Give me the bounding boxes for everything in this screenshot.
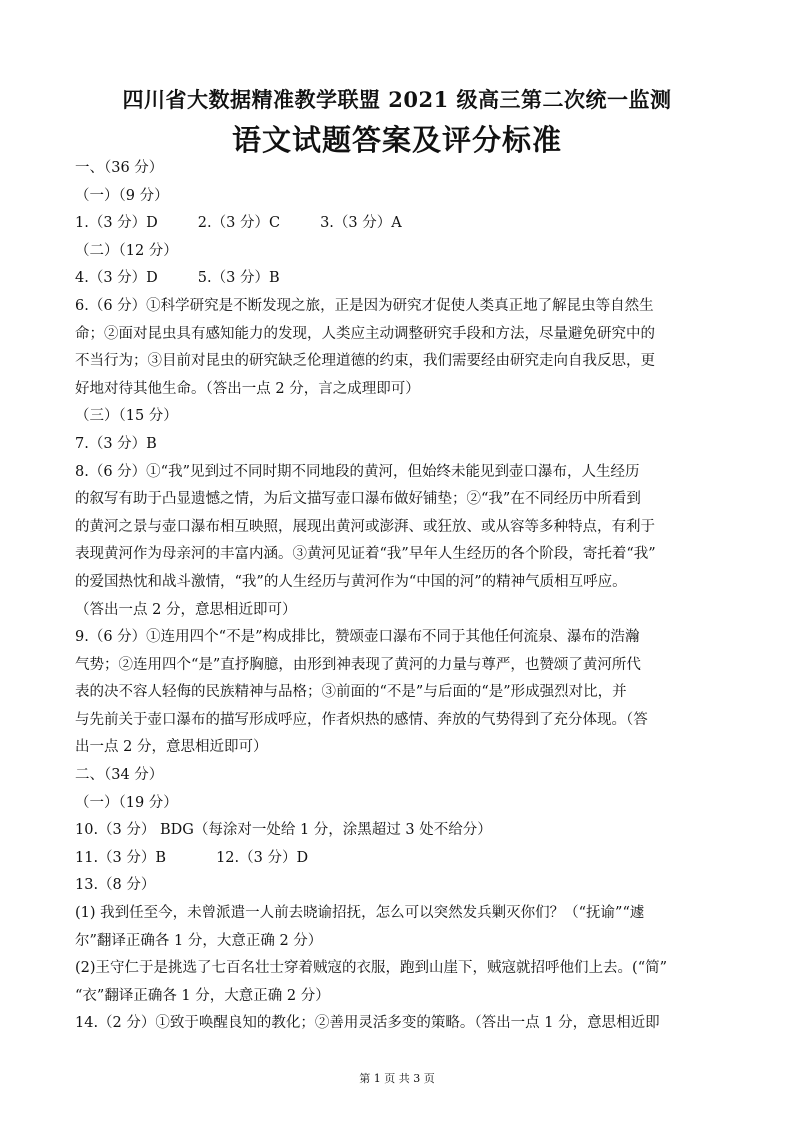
- text-line: 表现黄河作为母亲河的丰富内涵。③黄河见证着“我”早年人生经历的各个阶段，寄托着“我”: [75, 546, 656, 563]
- text-line: (1) 我到任至今，未曾派遣一人前去晓谕招抚，怎么可以突然发兵剿灭你们？（“抚谕”“遽: [75, 905, 645, 922]
- text-line: （答出一点 2 分，意思相近即可）: [75, 601, 297, 618]
- text-line: 8.（6 分）①“我”见到过不同时期不同地段的黄河，但始终未能见到壶口瀑布，人生经历: [75, 463, 640, 480]
- text-line: 命；②面对昆虫具有感知能力的发现，人类应主动调整研究手段和方法，尽量避免研究中的: [75, 325, 655, 342]
- text-line: （一）（9 分）: [75, 187, 169, 204]
- page-footer: 第 1 页 共 3 页: [359, 1072, 435, 1085]
- document-subtitle: 语文试题答案及评分标准: [231, 123, 562, 157]
- answer-row-row3: [75, 845, 720, 873]
- text-line: 气势；②连用四个“是”直抒胸臆，由形到神表现了黄河的力量与尊严，也赞颂了黄河所代: [75, 656, 641, 673]
- text-line: “衣”翻译正确各 1 分，大意正确 2 分）: [75, 987, 330, 1004]
- text-line: 的黄河之景与壶口瀑布相互映照，展现出黄河或澎湃、或狂放、或从容等多种特点，有利于: [75, 518, 655, 535]
- answer-item: 4.（3 分）D: [75, 270, 158, 287]
- text-line: 一、（36 分）: [75, 160, 164, 176]
- text-line: 7.（3 分）B: [75, 435, 157, 452]
- answer-item: 5.（3 分）B: [197, 270, 280, 287]
- answer-row-row2: [75, 265, 720, 293]
- document-title: 四川省大数据精准教学联盟 2021 级高三第二次统一监测: [122, 87, 672, 112]
- answer-item: 3.（3 分）A: [320, 215, 402, 232]
- text-line: 表的决不容人轻侮的民族精神与品格；③前面的“不是”与后面的“是”形成强烈对比，并: [75, 684, 627, 701]
- answer-row-row1: [75, 210, 720, 238]
- text-line: （二）（12 分）: [75, 242, 178, 259]
- text-line: 尔”翻译正确各 1 分，大意正确 2 分）: [75, 932, 323, 949]
- text-line: （三）（15 分）: [75, 408, 178, 425]
- text-line: 9.（6 分）①连用四个“不是”构成排比，赞颂壶口瀑布不同于其他任何流泉、瀑布的浩瀚: [75, 629, 640, 646]
- answer-item: 2.（3 分）C: [197, 215, 281, 232]
- text-line: 好地对待其他生命。（答出一点 2 分，言之成理即可）: [75, 380, 420, 397]
- text-line: 10.（3 分） BDG（每涂对一处给 1 分，涂黑超过 3 处不给分）: [75, 822, 492, 839]
- answer-item: 1.（3 分）D: [75, 215, 158, 232]
- text-line: 14.（2 分）①致于唤醒良知的教化；②善用灵活多变的策略。（答出一点 1 分，意思相近即: [75, 1015, 660, 1032]
- text-line: 的叙写有助于凸显遗憾之情，为后文描写壶口瀑布做好铺垫；②“我”在不同经历中所看到: [75, 491, 641, 508]
- text-line: 出一点 2 分，意思相近即可）: [75, 739, 268, 756]
- answer-item: 12.（3 分）D: [216, 849, 309, 866]
- answer-item: 11.（3 分）B: [75, 849, 167, 866]
- text-line: 二、（34 分）: [75, 767, 164, 784]
- answer-body: [75, 155, 720, 1038]
- text-line: 6.（6 分）①科学研究是不断发现之旅，正是因为研究才促使人类真正地了解昆虫等自然生: [75, 297, 654, 314]
- text-line: 与先前关于壶口瀑布的描写形成呼应，作者炽热的感情、奔放的气势得到了充分体现。（答: [75, 711, 648, 728]
- text-line: (2)王守仁于是挑选了七百名壮士穿着贼寇的衣服，跑到山崖下，贼寇就招呼他们上去。(“简”: [75, 960, 668, 977]
- text-line: （一）（19 分）: [75, 794, 178, 811]
- text-line: 的爱国热忱和战斗激情，“我”的人生经历与黄河作为“中国的河”的精神气质相互呼应。: [75, 573, 627, 590]
- text-line: 不当行为；③目前对昆虫的研究缺乏伦理道德的约束，我们需要经由研究走向自我反思，更: [75, 353, 655, 370]
- text-line: 13.（8 分）: [75, 877, 156, 894]
